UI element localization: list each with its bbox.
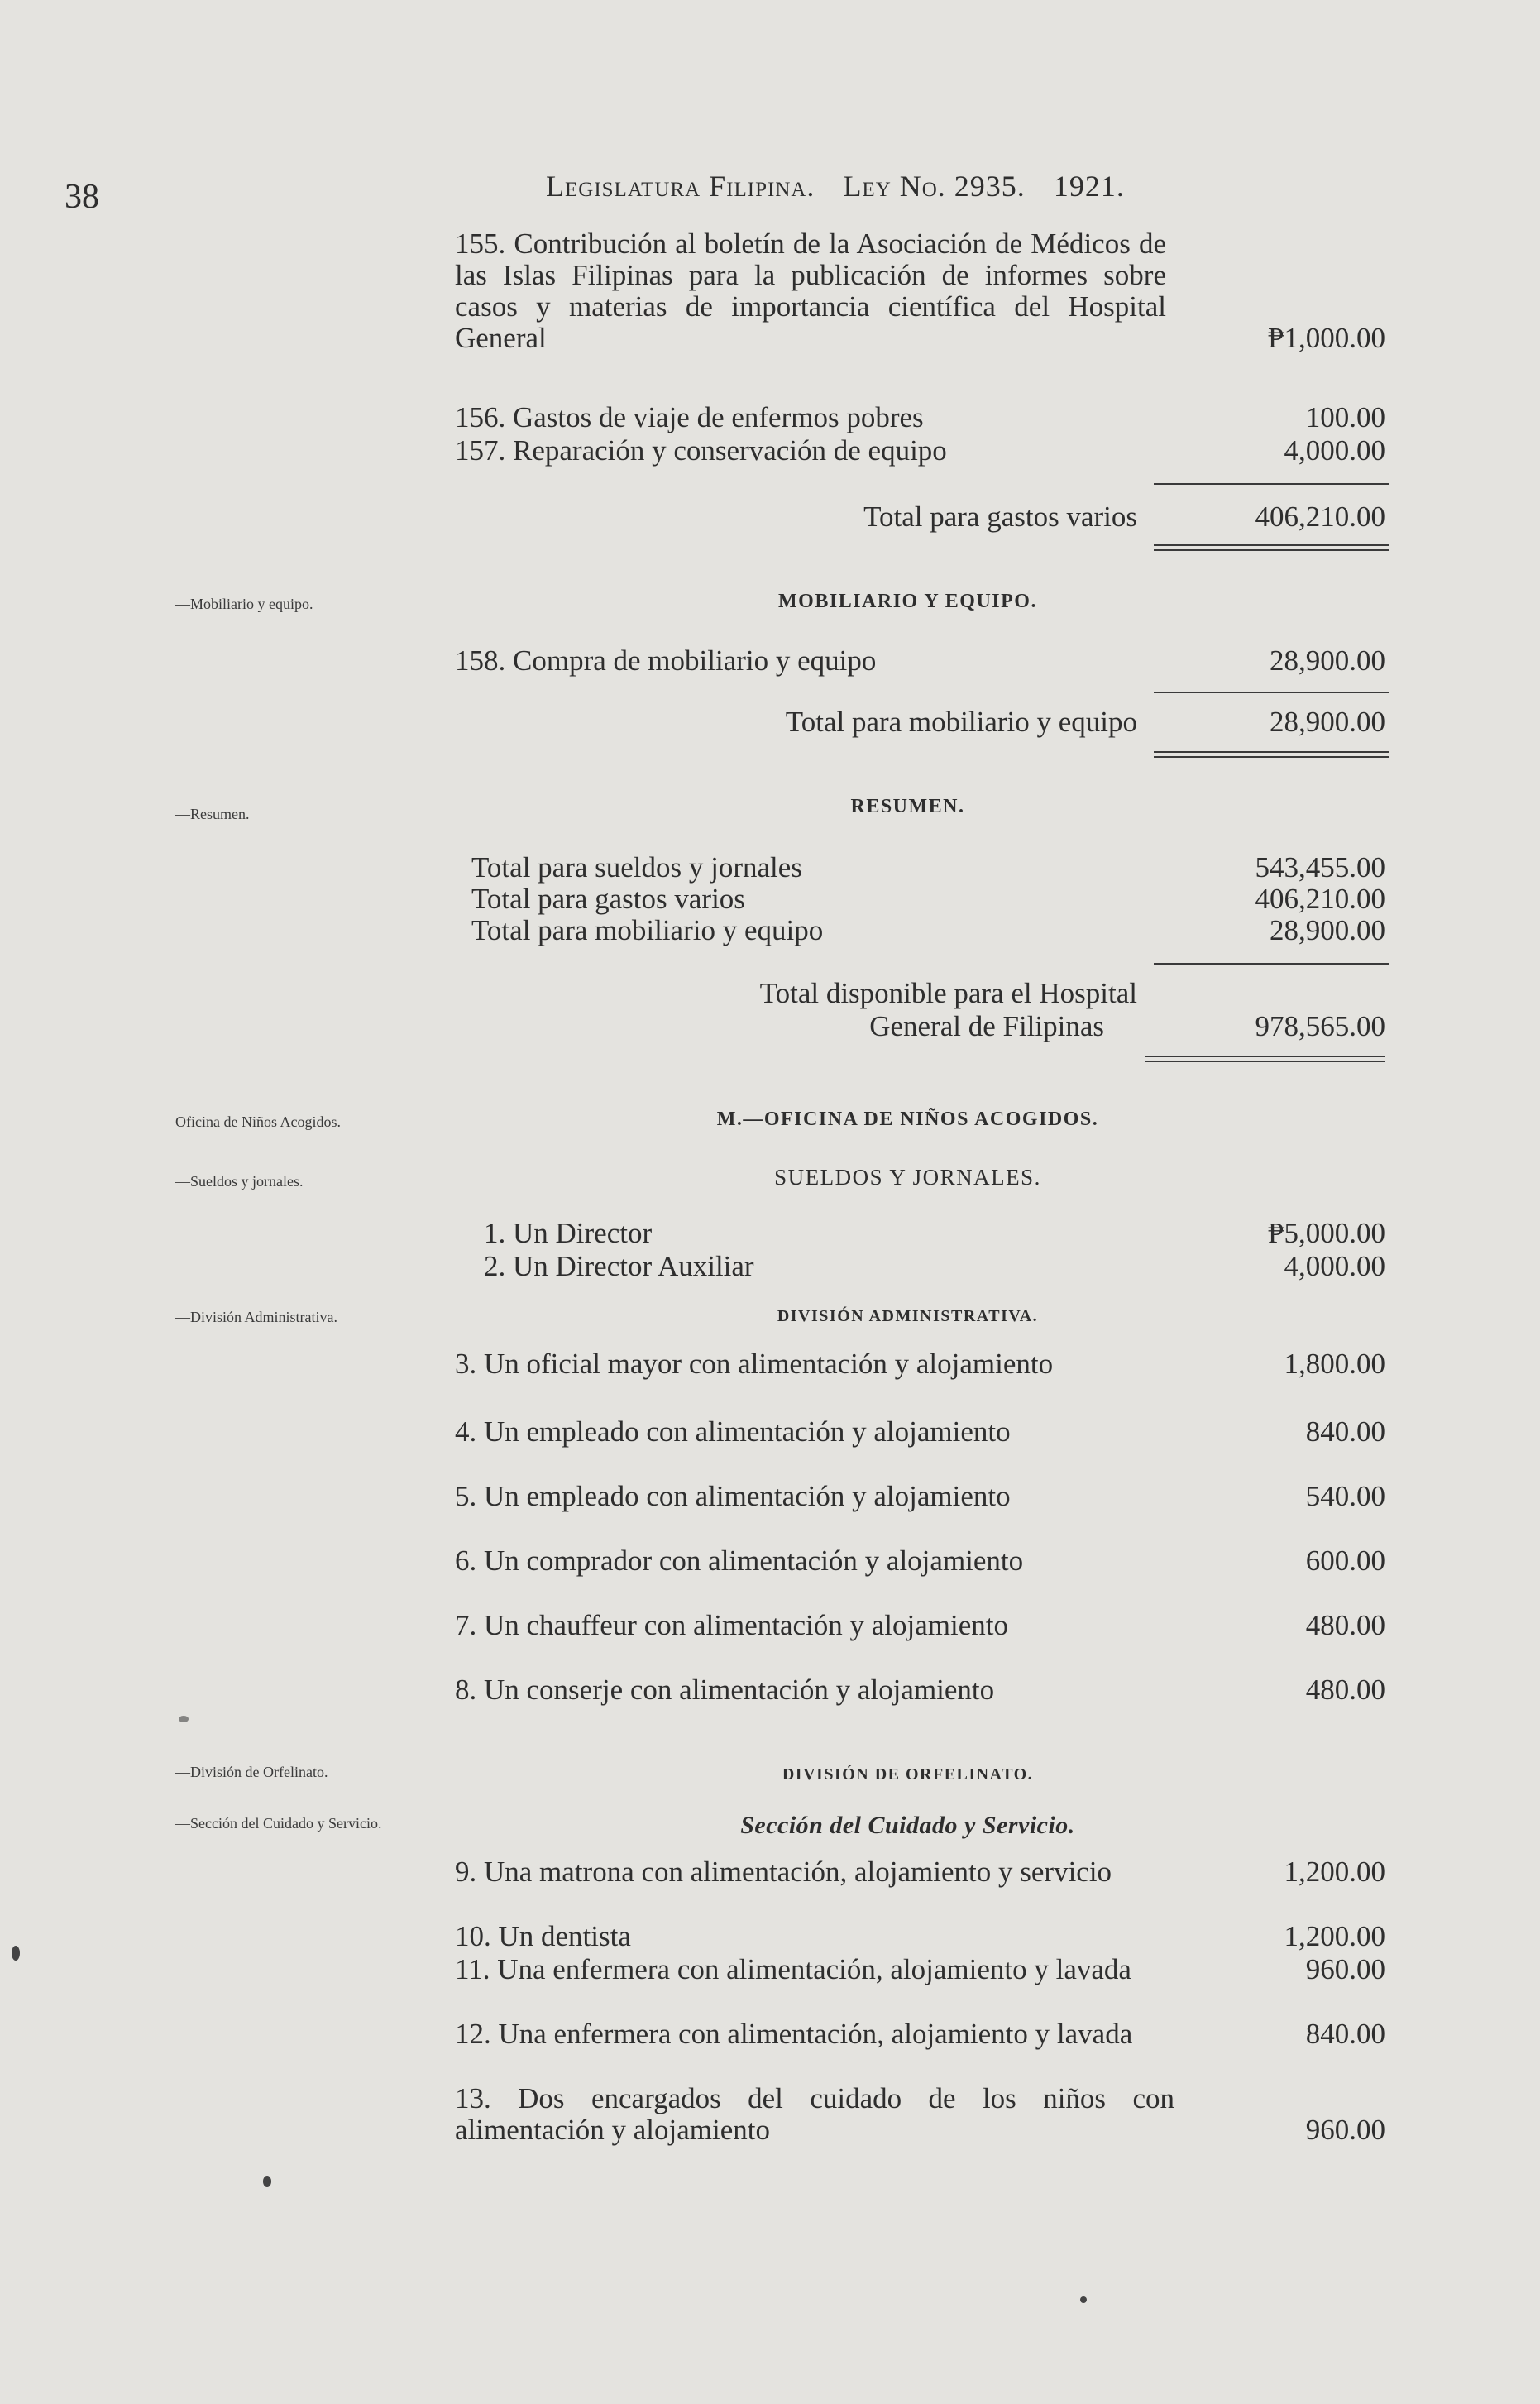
item-description: 155. Contribución al boletín de la Asociación de Médicos de las Islas Filipinas para la publicación de informes sobre casos y materias de importancia científica del Hospital General [455,227,1166,354]
list-item [422,1674,1385,1706]
item-description: 13. Dos encargados del cuidado de los niños con alimentación y alojamiento [455,2082,1174,2146]
list-item [422,852,1385,884]
sum-rule [1154,483,1389,485]
item-amount: 4,000.00 [1284,434,1385,467]
item-amount: 543,455.00 [1255,851,1385,884]
item-description: Total para mobiliario y equipo [471,914,824,946]
total-label: Total disponible para el Hospital [759,977,1137,1009]
item-description: 4. Un empleado con alimentación y alojamiento [455,1415,1011,1448]
list-item [422,1545,1385,1577]
list-item [422,915,1385,946]
item-amount: 540.00 [1305,1480,1385,1512]
item-description: 12. Una enfermera con alimentación, alojamiento y lavada [455,2018,1133,2050]
item-amount: 1,800.00 [1284,1348,1385,1380]
list-item [422,1921,1385,1952]
item-amount: 600.00 [1305,1544,1385,1577]
margin-note: Oficina de Niños Acogidos. [175,1113,341,1130]
margin-note: —División Administrativa. [175,1309,337,1325]
item-description: 2. Un Director Auxiliar [484,1250,754,1282]
item-description: 11. Una enfermera con alimentación, alojamiento y lavada [455,1953,1131,1985]
item-description: 9. Una matrona con alimentación, alojamiento y servicio [455,1856,1112,1888]
list-item [422,645,1385,677]
scan-speck [12,1946,20,1961]
total-label: Total para gastos varios [863,500,1137,533]
section-subheading: Sección del Cuidado y Servicio. [740,1812,1075,1839]
item-amount: 406,210.00 [1255,883,1385,915]
list-item [422,1856,1385,1888]
margin-note: —Resumen. [175,806,250,822]
item-description: 8. Un conserje con alimentación y alojamiento [455,1674,995,1706]
item-description: 156. Gastos de viaje de enfermos pobres [455,401,924,433]
total-amount: 406,210.00 [1255,500,1385,533]
item-amount: 1,200.00 [1284,1856,1385,1888]
list-item [422,1218,1385,1249]
list-item [422,1251,1385,1282]
scan-speck [179,1716,189,1722]
list-item [422,435,1385,467]
section-heading: RESUMEN. [850,796,965,817]
item-description: 6. Un comprador con alimentación y alojamiento [455,1544,1024,1577]
item-description: 7. Un chauffeur con alimentación y alojamiento [455,1609,1008,1641]
section-heading: MOBILIARIO Y EQUIPO. [778,591,1037,612]
item-description: Total para gastos varios [471,883,745,915]
total-amount: 978,565.00 [1255,1010,1385,1042]
page-number: 38 [65,178,99,216]
section-heading: DIVISIÓN DE ORFELINATO. [782,1765,1034,1784]
total-row [422,1011,1385,1042]
item-description: 158. Compra de mobiliario y equipo [455,644,877,677]
year: 1921. [1053,170,1125,203]
total-row [422,501,1385,533]
total-label: Total para mobiliario y equipo [785,706,1137,738]
margin-note: —Sueldos y jornales. [175,1173,304,1190]
list-item [422,402,1385,433]
item-description: 157. Reparación y conservación de equipo [455,434,947,467]
list-item [422,1610,1385,1641]
item-amount: 480.00 [1305,1674,1385,1706]
section-subheading: SUELDOS Y JORNALES. [774,1165,1041,1190]
margin-note: —División de Orfelinato. [175,1764,328,1780]
item-amount: 4,000.00 [1284,1250,1385,1282]
item-description: 5. Un empleado con alimentación y alojamiento [455,1480,1011,1512]
total-amount: 28,900.00 [1270,706,1385,738]
margin-note: —Sección del Cuidado y Servicio. [175,1815,382,1832]
item-amount: 840.00 [1305,1415,1385,1448]
item-description: Total para sueldos y jornales [471,851,802,884]
item-amount: 1,200.00 [1284,1920,1385,1952]
section-heading: M.—OFICINA DE NIÑOS ACOGIDOS. [716,1109,1099,1130]
sum-rule [1154,692,1389,693]
item-amount: 28,900.00 [1270,644,1385,677]
scan-speck [263,2176,271,2187]
list-item [422,2083,1385,2146]
double-rule [1154,544,1389,551]
item-amount: 840.00 [1305,2018,1385,2050]
law-number: Ley No. 2935. [843,170,1026,203]
item-amount: 100.00 [1305,401,1385,433]
item-description: 1. Un Director [484,1217,653,1249]
list-item [422,1481,1385,1512]
item-description: 10. Un dentista [455,1920,631,1952]
section-heading: DIVISIÓN ADMINISTRATIVA. [777,1307,1039,1325]
list-item [422,884,1385,915]
item-amount: 960.00 [1305,1953,1385,1985]
total-label: General de Filipinas [869,1010,1104,1042]
item-amount: 960.00 [1305,2114,1385,2146]
item-amount: 480.00 [1305,1609,1385,1641]
total-row [422,978,1385,1009]
item-description: 3. Un oficial mayor con alimentación y alojamiento [455,1348,1054,1380]
sum-rule [1154,963,1389,965]
list-item [422,1416,1385,1448]
item-amount: 28,900.00 [1270,914,1385,946]
list-item [422,228,1385,354]
total-row [422,706,1385,738]
margin-note: —Mobiliario y equipo. [175,596,313,612]
list-item [422,2018,1385,2050]
list-item [422,1954,1385,1985]
double-rule [1154,751,1389,758]
scan-speck [1080,2296,1087,2303]
item-amount: ₱5,000.00 [1268,1217,1385,1249]
double-rule [1145,1056,1385,1062]
publication-title: Legislatura Filipina. [546,170,815,203]
item-amount: ₱1,000.00 [1268,322,1385,354]
running-head [546,169,1125,204]
list-item [422,1348,1385,1380]
